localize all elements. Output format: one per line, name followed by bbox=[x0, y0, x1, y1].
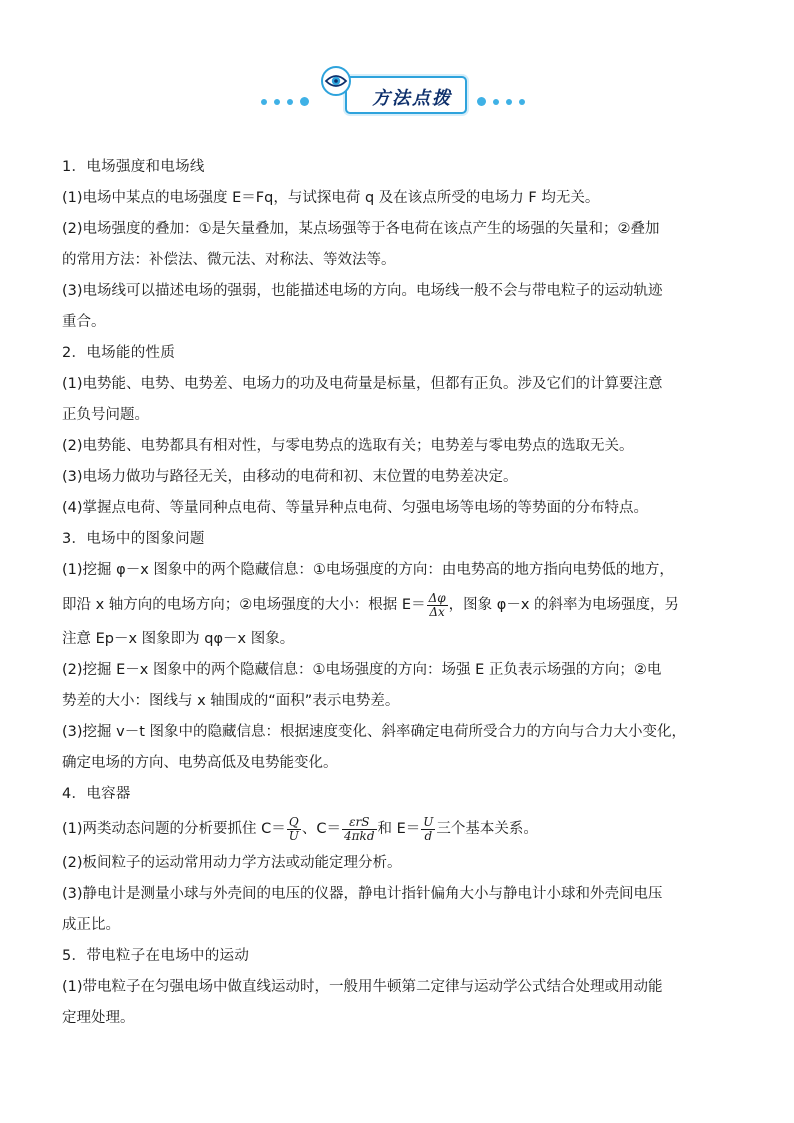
banner-dots-left bbox=[261, 97, 309, 106]
paragraph-line: 确定电场的方向、电势高低及电势能变化。 bbox=[62, 755, 338, 771]
fraction-denominator: 4πkd bbox=[344, 828, 375, 843]
paragraph-line: 注意 Ep－x 图象即为 qφ－x 图象。 bbox=[62, 631, 295, 647]
paragraph-line: (1)挖掘 φ－x 图象中的两个隐藏信息：①电场强度的方向：由电势高的地方指向电势低的地方， bbox=[62, 562, 674, 578]
paragraph-line: (3)挖掘 v－t 图象中的隐藏信息：根据速度变化、斜率确定电荷所受合力的方向与合力大小变化， bbox=[62, 724, 687, 740]
text-run: 和 E＝ bbox=[377, 821, 421, 837]
banner-box bbox=[345, 76, 467, 114]
fraction-capacitance bbox=[342, 816, 376, 843]
fraction-denominator: d bbox=[424, 828, 433, 843]
section-banner bbox=[255, 66, 540, 116]
text-run: 即沿 x 轴方向的电场方向；②电场强度的大小：根据 E＝ bbox=[62, 597, 426, 613]
paragraph-line: (1)电场中某点的电场强度 E＝Fq，与试探电荷 q 及在该点所受的电场力 F 均无关。 bbox=[62, 190, 600, 206]
fraction-denominator: Δx bbox=[429, 604, 445, 619]
text-run: 、C＝ bbox=[301, 821, 342, 837]
fraction-u-d bbox=[421, 816, 435, 843]
fraction-numerator: U bbox=[423, 814, 434, 829]
fraction-numerator: Q bbox=[287, 816, 301, 830]
banner-dots-right bbox=[477, 97, 525, 106]
eye-icon bbox=[321, 66, 351, 96]
section-heading: 2．电场能的性质 bbox=[62, 345, 176, 361]
fraction-dphi-dx bbox=[427, 592, 448, 619]
paragraph-line: 的常用方法：补偿法、微元法、对称法、等效法等。 bbox=[62, 252, 396, 268]
paragraph-line-formula bbox=[62, 810, 742, 848]
fraction-numerator: Δφ bbox=[428, 590, 446, 605]
banner-title: 方法点拨 bbox=[372, 88, 452, 109]
paragraph-line: 势差的大小：图线与 x 轴围成的“面积”表示电势差。 bbox=[62, 693, 400, 709]
paragraph-line: (3)静电计是测量小球与外壳间的电压的仪器，静电计指针偏角大小与静电计小球和外壳间电压 bbox=[62, 886, 663, 902]
text-run: (1)两类动态问题的分析要抓住 C＝ bbox=[62, 821, 286, 837]
section-heading: 5．带电粒子在电场中的运动 bbox=[62, 948, 250, 964]
paragraph-line: (1)带电粒子在匀强电场中做直线运动时，一般用牛顿第二定律与运动学公式结合处理或用动能 bbox=[62, 979, 663, 995]
paragraph-line: (2)挖掘 E－x 图象中的两个隐藏信息：①电场强度的方向：场强 E 正负表示场强的方向；②电 bbox=[62, 662, 662, 678]
paragraph-line: 定理处理。 bbox=[62, 1010, 135, 1026]
fraction-q-u bbox=[287, 816, 301, 843]
paragraph-line: 正负号问题。 bbox=[62, 407, 149, 423]
fraction-numerator: εrS bbox=[342, 816, 376, 830]
paragraph-line: (3)电场力做功与路径无关，由移动的电荷和初、末位置的电势差决定。 bbox=[62, 469, 518, 485]
paragraph-line: (1)电势能、电势、电势差、电场力的功及电荷量是标量，但都有正负。涉及它们的计算要注意 bbox=[62, 376, 663, 392]
section-heading: 3．电场中的图象问题 bbox=[62, 531, 205, 547]
paragraph-line: (2)电场强度的叠加：①是矢量叠加，某点场强等于各电荷在该点产生的场强的矢量和；②叠加 bbox=[62, 221, 660, 237]
paragraph-line-formula bbox=[62, 586, 742, 624]
document-body bbox=[62, 152, 742, 1034]
paragraph-line: 重合。 bbox=[62, 314, 106, 330]
text-run: 三个基本关系。 bbox=[436, 821, 538, 837]
paragraph-line: (4)掌握点电荷、等量同种点电荷、等量异种点电荷、匀强电场等电场的等势面的分布特点。 bbox=[62, 500, 649, 516]
fraction-denominator: U bbox=[288, 828, 299, 843]
section-heading: 1．电场强度和电场线 bbox=[62, 159, 205, 175]
section-heading: 4．电容器 bbox=[62, 786, 131, 802]
paragraph-line: (2)板间粒子的运动常用动力学方法或动能定理分析。 bbox=[62, 855, 402, 871]
paragraph-line: 成正比。 bbox=[62, 917, 120, 933]
text-run: ，图象 φ－x 的斜率为电场强度，另 bbox=[448, 597, 680, 613]
paragraph-line: (3)电场线可以描述电场的强弱，也能描述电场的方向。电场线一般不会与带电粒子的运动轨迹 bbox=[62, 283, 663, 299]
paragraph-line: (2)电势能、电势都具有相对性，与零电势点的选取有关；电势差与零电势点的选取无关。 bbox=[62, 438, 634, 454]
